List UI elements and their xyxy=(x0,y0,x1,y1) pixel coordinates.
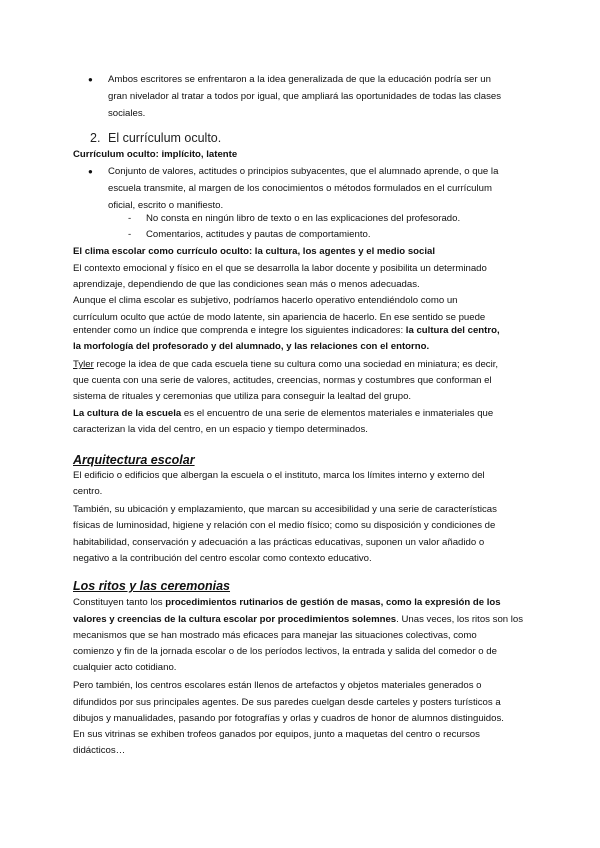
ritos-p2-line-4: En sus vitrinas se exhiben trofeos ganados por equipos, junto a maquetas del centro o recursos xyxy=(73,729,480,740)
clima-p4-line-1 xyxy=(73,405,493,422)
bullet-dot: ● xyxy=(88,167,93,176)
section2-number: 2. xyxy=(90,131,101,145)
clima-p3-line-1-rest: recoge la idea de que cada escuela tiene su cultura como una sociedad en miniatura; es decir, xyxy=(93,359,499,370)
clima-p2-line-1: Aunque el clima escolar es subjetivo, podríamos hacerlo operativo entendiéndolo como un xyxy=(73,295,458,306)
section2-bullet-line-3: oficial, escrito o manifiesto. xyxy=(108,200,224,211)
arquitectura-p1-line-1: El edificio o edificios que albergan la escuela o el instituto, marca los límites interno y externo del xyxy=(73,470,485,481)
clima-p2-line-2: currículum oculto que actúe de modo latente, sin apariencia de hacerlo. En ese sentido se puede xyxy=(73,312,486,323)
top-bullet-line-3: sociales. xyxy=(108,108,146,119)
dash-marker: - xyxy=(128,229,132,240)
clima-p1-line-2: aprendizaje, dependiendo de que las condiciones sean más o menos adecuadas. xyxy=(73,279,420,290)
arquitectura-p2-line-1: También, su ubicación y emplazamiento, que marcan su accesibilidad y una serie de características xyxy=(73,504,497,515)
clima-p3-line-2: que cuenta con una serie de valores, actitudes, creencias, normas y costumbres que conforman el xyxy=(73,375,492,386)
bullet-dot: ● xyxy=(88,75,93,84)
tyler-name: Tyler xyxy=(73,359,94,370)
ritos-p1-line-5: cualquier acto cotidiano. xyxy=(73,662,177,673)
arquitectura-p2-line-4: negativo a la contribución del centro escolar como contexto educativo. xyxy=(73,553,372,564)
clima-p4-line-1-rest: es el encuentro de una serie de elementos materiales e inmateriales que xyxy=(181,408,494,419)
cultura-escuela-bold: La cultura de la escuela xyxy=(73,408,182,419)
ritos-p2-line-1: Pero también, los centros escolares están llenos de artefactos y objetos materiales generados o xyxy=(73,680,482,691)
ritos-p2-line-5: didácticos… xyxy=(73,745,126,756)
section2-title: El currículum oculto. xyxy=(108,131,222,145)
clima-p2-line-4: la morfología del profesorado y del alumnado, y las relaciones con el entorno. xyxy=(73,341,430,352)
ritos-p1-line-3: mecanismos que se han mostrado más eficaces para manejar las situaciones colectivas, como xyxy=(73,630,477,641)
clima-heading: El clima escolar como currículo oculto: la cultura, los agentes y el medio social xyxy=(73,246,436,257)
clima-p2-line-3 xyxy=(73,322,500,339)
dash-marker: - xyxy=(128,213,132,224)
ritos-p1-line-4: comienzo y fin de la jornada escolar o de los períodos lectivos, la entrada y salida del comedor o de xyxy=(73,646,497,657)
arquitectura-heading: Arquitectura escolar xyxy=(73,453,195,467)
clima-p3-line-3: sistema de rituales y ceremonias que utiliza para conseguir la lealtad del grupo. xyxy=(73,391,412,402)
ritos-p1-line-2-rest: . Unas veces, los ritos son los xyxy=(396,614,524,625)
arquitectura-p1-line-2: centro. xyxy=(73,486,103,497)
ritos-p1-line-2-bold: valores y creencias de la cultura escolar por procedimientos solemnes xyxy=(73,614,397,625)
arquitectura-p2-line-3: habitabilidad, conservación y adecuación a las prácticas educativas, suponen un valor añadido o xyxy=(73,537,485,548)
section2-dash-item-1: No consta en ningún libro de texto o en las explicaciones del profesorado. xyxy=(146,213,461,224)
arquitectura-p2-line-2: físicas de luminosidad, higiene y relación con el medio físico; como su disposición y condiciones de xyxy=(73,520,496,531)
section2-bullet-line-2: escuela transmite, al margen de los conocimientos o métodos formulados en el currículum xyxy=(108,183,492,194)
clima-p2-line-3-normal: entender como un índice que comprenda e integre los siguientes indicadores: xyxy=(73,325,406,336)
clima-p2-line-3-bold: la cultura del centro, xyxy=(405,325,500,336)
section2-dash-item-2: Comentarios, actitudes y pautas de comportamiento. xyxy=(146,229,371,240)
top-bullet-line-2: gran nivelador al tratar a todos por igual, que ampliará las oportunidades de todas las clases xyxy=(108,91,502,102)
ritos-p2-line-3: dibujos y manualidades, pasando por fotografías y orlas y cuadros de honor de alumnos distinguidos. xyxy=(73,713,504,724)
ritos-p1-line-1 xyxy=(73,594,501,611)
ritos-p2-line-2: difundidos por sus principales agentes. De sus paredes cuelgan desde carteles y posters turísticos a xyxy=(73,697,501,708)
section2-bullet-line-1: Conjunto de valores, actitudes o principios subyacentes, que el alumnado aprende, o que la xyxy=(108,166,499,177)
top-bullet-line-1: Ambos escritores se enfrentaron a la idea generalizada de que la educación podría ser un xyxy=(108,74,491,85)
ritos-p1-line-2 xyxy=(73,611,523,628)
clima-p4-line-2: caracterizan la vida del centro, en un espacio y tiempo determinados. xyxy=(73,424,368,435)
clima-p1-line-1: El contexto emocional y físico en el que se desarrolla la labor docente y posibilita un determinado xyxy=(73,263,487,274)
ritos-heading: Los ritos y las ceremonias xyxy=(73,579,231,593)
ritos-p1-line-1-bold: procedimientos rutinarios de gestión de masas, como la expresión de los xyxy=(165,597,501,608)
ritos-p1-line-1-normal: Constituyen tanto los xyxy=(73,597,166,608)
section2-subtitle: Currículum oculto: implícito, latente xyxy=(73,149,238,160)
clima-p3-line-1 xyxy=(73,356,498,373)
